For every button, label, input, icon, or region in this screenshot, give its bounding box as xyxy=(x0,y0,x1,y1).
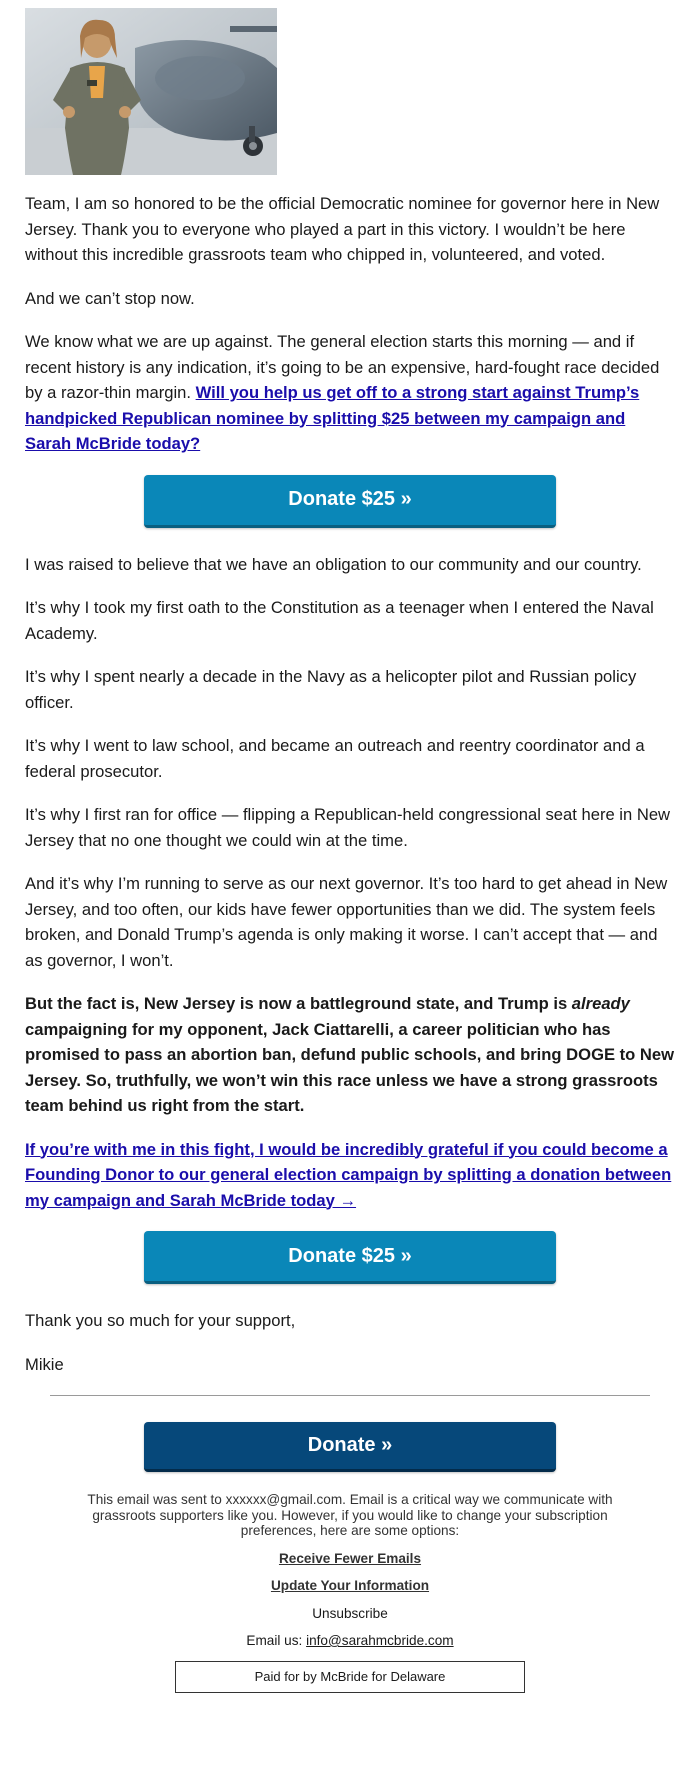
battleground-text-1: But the fact is, New Jersey is now a battleground state, and Trump is xyxy=(25,994,572,1013)
donate-ask-link[interactable]: Will you help us get off to a strong start against Trump’s handpicked Republican nominee by splitting $25 between my campaign and Sarah McBride today? xyxy=(25,383,640,453)
update-information-link[interactable]: Update Your Information xyxy=(270,1578,430,1593)
portrait-photo-icon xyxy=(25,8,277,175)
paragraph-oath: It’s why I took my first oath to the Constitution as a teenager when I entered the Naval Academy. xyxy=(25,598,654,643)
paragraph-law-school: It’s why I went to law school, and became an outreach and reentry coordinator and a federal prosecutor. xyxy=(25,736,645,781)
email-us-line xyxy=(25,1633,675,1649)
battleground-text-2: campaigning for my opponent, Jack Ciattarelli, a career politician who has promised to pass an abortion ban, defund public schools, and bring DOGE to New Jersey. So, truthfully, we won’t win this race unless we have a strong grassroots team behind us right from the start. xyxy=(25,1019,675,1115)
donate-button-row-2 xyxy=(25,1231,675,1284)
paragraph-cta xyxy=(25,1137,675,1214)
footer-donate-button[interactable]: Donate » xyxy=(144,1422,556,1472)
intro-paragraph: Team, I am so honored to be the official Democratic nominee for governor here in New Jersey. Thank you to everyone who played a part in this victory. I wouldn’t be here without this incredible grassroots team who chipped in, volunteered, and voted. xyxy=(25,194,660,264)
unsubscribe-link[interactable]: Unsubscribe xyxy=(312,1605,388,1621)
donate-25-button-2[interactable]: Donate $25 » xyxy=(144,1231,556,1284)
paragraph-up-against xyxy=(25,329,675,457)
footer-divider xyxy=(50,1395,650,1396)
hero-photo xyxy=(25,8,277,175)
paragraph-cant-stop: And we can’t stop now. xyxy=(25,288,195,308)
thanks-line: Thank you so much for your support, xyxy=(25,1311,296,1330)
footer-note: This email was sent to xxxxxx@gmail.com. Email is a critical way we communicate with grassroots supporters like you. However, if you would like to change your subscription preferences, here are some options: xyxy=(87,1492,613,1538)
paragraph-raised: I was raised to believe that we have an obligation to our community and our country. xyxy=(25,554,642,574)
paragraph-navy: It’s why I spent nearly a decade in the Navy as a helicopter pilot and Russian policy officer. xyxy=(25,667,637,712)
founding-donor-link[interactable]: If you’re with me in this fight, I would be incredibly grateful if you could become a Founding Donor to our general election campaign by splitting a donation between my campaign and Sarah McBride today → xyxy=(25,1139,672,1210)
footer-donate-row xyxy=(25,1422,675,1472)
paragraph-up-against-text: We know what we are up against. The general election starts this morning — and if recent history is any indication, it’s going to be an expensive, hard-fought race decided by a razor-thin margin. xyxy=(25,332,660,402)
paragraph-governor: And it’s why I’m running to serve as our next governor. It’s too hard to get ahead in New Jersey, and too often, our kids have fewer opportunities than we did. The system feels broken, and Donald Trump’s agenda is only making it worse. I can’t accept that — and as governor, I won’t. xyxy=(25,874,668,970)
paragraph-battleground xyxy=(25,991,675,1119)
receive-fewer-emails-link[interactable]: Receive Fewer Emails xyxy=(278,1550,422,1566)
email-us-label: Email us: xyxy=(246,1633,307,1648)
footer xyxy=(25,1492,675,1693)
donate-button-row-1 xyxy=(25,475,675,528)
battleground-emphasis: already xyxy=(571,994,630,1013)
signature: Mikie xyxy=(25,1354,64,1374)
paid-for-disclaimer: Paid for by McBride for Delaware xyxy=(175,1661,525,1693)
email-us-link[interactable]: info@sarahmcbride.com xyxy=(306,1633,454,1648)
paragraph-first-ran: It’s why I first ran for office — flipping a Republican-held congressional seat here in New Jersey that no one thought we could win at the time. xyxy=(25,805,671,850)
donate-25-button[interactable]: Donate $25 » xyxy=(144,475,556,528)
